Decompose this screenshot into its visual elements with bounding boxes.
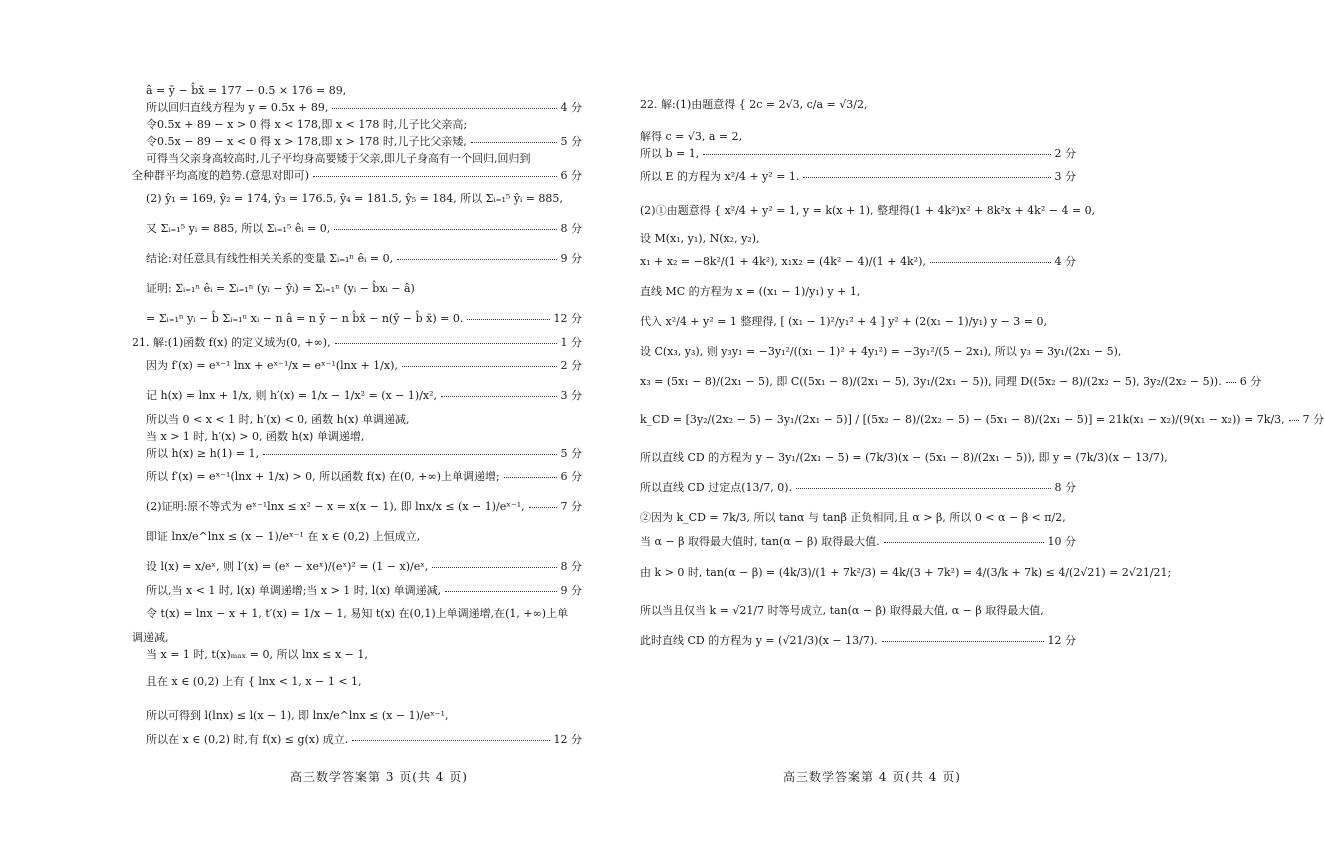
solution-line xyxy=(146,381,582,411)
dot-leader xyxy=(441,395,556,397)
score-mark: 6 分 xyxy=(560,470,582,483)
dot-leader xyxy=(882,640,1044,642)
solution-text: x₁ + x₂ = −8k²/(1 + 4k²), x₁x₂ = (4k² − 4)/(1 + 4k²), xyxy=(640,255,926,268)
solution-text: (2)证明:原不等式为 eˣ⁻¹lnx ≤ x² − x = x(x − 1), 即 lnx/x ≤ (x − 1)/eˣ⁻¹, xyxy=(146,500,525,513)
solution-line xyxy=(640,337,1122,367)
dot-leader xyxy=(397,258,556,260)
dot-leader xyxy=(352,739,549,741)
score-mark: 8 分 xyxy=(1054,481,1076,494)
solution-text: 又 Σᵢ₌₁⁵ yᵢ = 885, 所以 Σᵢ₌₁⁵ êᵢ = 0, xyxy=(146,222,331,235)
solution-line xyxy=(640,192,1096,230)
solution-text: 当 α − β 取得最大值时, tan(α − β) 取得最大值. xyxy=(640,535,880,548)
solution-line xyxy=(146,351,582,381)
solution-text: 所以 E 的方程为 x²/4 + y² = 1. xyxy=(640,170,800,183)
dot-leader xyxy=(432,566,556,568)
footer-right-page-number: 高三数学答案第 4 页(共 4 页) xyxy=(783,770,961,784)
solution-text: (2) ŷ₁ = 169, ŷ₂ = 174, ŷ₃ = 176.5, ŷ₄ = 181.5, ŷ₅ = 184, 所以 Σᵢ₌₁⁵ ŷᵢ = 885, xyxy=(146,192,563,205)
dot-leader xyxy=(335,342,557,344)
score-mark: 12 分 xyxy=(553,312,582,325)
solution-text: 所以在 x ∈ (0,2) 时,有 f(x) ≤ g(x) 成立. xyxy=(146,733,349,746)
score-mark: 4 分 xyxy=(1054,255,1076,268)
solution-text: = Σᵢ₌₁ⁿ yᵢ − b̂ Σᵢ₌₁ⁿ xᵢ − n â = n ȳ − n b̂x̄ − n(ȳ − b̂ x̄) = 0. xyxy=(146,312,464,325)
score-mark: 12 分 xyxy=(1047,634,1076,647)
solution-text: 解得 c = √3, a = 2, xyxy=(640,130,743,143)
score-mark: 7 分 xyxy=(1302,413,1324,426)
dot-leader xyxy=(1226,381,1236,383)
solution-line xyxy=(146,492,582,522)
dot-leader xyxy=(445,590,556,592)
dot-leader xyxy=(504,476,557,478)
solution-line xyxy=(146,99,582,116)
solution-text: 记 h(x) = lnx + 1/x, 则 h′(x) = 1/x − 1/x² = (x − 1)/x², xyxy=(146,389,438,402)
solution-line xyxy=(640,443,1168,473)
solution-text: 所以可得到 l(lnx) ≤ l(x − 1), 即 lnx/e^lnx ≤ (x − 1)/eˣ⁻¹, xyxy=(146,709,449,722)
solution-line xyxy=(640,247,1076,277)
solution-text: 可得当父亲身高较高时,儿子平均身高要矮于父亲,即儿子身高有一个回归,回归到 xyxy=(146,152,531,165)
solution-line xyxy=(146,731,582,748)
solution-line xyxy=(146,462,582,492)
solution-text: 证明: Σᵢ₌₁ⁿ êᵢ = Σᵢ₌₁ⁿ (yᵢ − ŷᵢ) = Σᵢ₌₁ⁿ (yᵢ − b̂xᵢ − â) xyxy=(146,282,415,295)
solution-line xyxy=(146,274,582,304)
solution-line xyxy=(640,277,1076,307)
solution-line xyxy=(640,626,1076,656)
solution-line xyxy=(146,304,582,334)
solution-text: ②因为 k_CD = 7k/3, 所以 tanα 与 tanβ 正负相同,且 α > β, 所以 0 < α − β < π/2, xyxy=(640,511,1066,524)
solution-line xyxy=(640,533,1076,550)
score-mark: 2 分 xyxy=(560,359,582,372)
solution-line xyxy=(132,167,582,184)
solution-line xyxy=(640,307,1076,337)
solution-text: 当 x = 1 时, t(x)ₘₐₓ = 0, 所以 lnx ≤ x − 1, xyxy=(146,648,368,661)
solution-text: 所以 f′(x) = eˣ⁻¹(lnx + 1/x) > 0, 所以函数 f(x) 在(0, +∞)上单调递增; xyxy=(146,470,500,483)
solution-text: 所以当且仅当 k = √21/7 时等号成立, tan(α − β) 取得最大值, α − β 取得最大值, xyxy=(640,604,1044,617)
solution-line xyxy=(146,701,582,731)
solution-line xyxy=(132,334,582,351)
solution-line xyxy=(640,230,1076,247)
solution-line xyxy=(146,522,582,552)
dot-leader xyxy=(467,318,549,320)
dot-leader xyxy=(529,506,557,508)
solution-line xyxy=(146,646,582,663)
solution-text: 设 C(x₃, y₃), 则 y₃y₁ = −3y₁²/((x₁ − 1)² + 4y₁²) = −3y₁²/(5 − 2x₁), 所以 y₃ = 3y₁/(2x₁ − 5), xyxy=(640,345,1122,358)
solution-line xyxy=(146,116,582,133)
solution-text: (2)①由题意得 { x²/4 + y² = 1, y = k(x + 1), 整理得(1 + 4k²)x² + 8k²x + 4k² − 4 = 0, xyxy=(640,204,1096,217)
solution-text: 直线 MC 的方程为 x = ((x₁ − 1)/y₁) y + 1, xyxy=(640,285,861,298)
solution-text: 当 x > 1 时, h′(x) > 0, 函数 h(x) 单调递增, xyxy=(146,430,365,443)
solution-text: â = ȳ − b̂x̄ = 177 − 0.5 × 176 = 89, xyxy=(146,84,347,97)
score-mark: 4 分 xyxy=(560,101,582,114)
score-mark: 5 分 xyxy=(560,135,582,148)
dot-leader xyxy=(796,487,1050,489)
dot-leader xyxy=(334,228,556,230)
solution-line xyxy=(146,411,582,428)
solution-text: 全种群平均高度的趋势.(意思对即可) xyxy=(132,169,310,182)
dot-leader xyxy=(402,365,557,367)
solution-line xyxy=(640,145,1076,162)
solution-text: 所以 h(x) ≥ h(1) = 1, xyxy=(146,447,259,460)
solution-text: 即证 lnx/e^lnx ≤ (x − 1)/eˣ⁻¹ 在 x ∈ (0,2) 上恒成立, xyxy=(146,530,421,543)
dot-leader xyxy=(313,175,556,177)
dot-leader xyxy=(884,541,1044,543)
solution-text: 设 M(x₁, y₁), N(x₂, y₂), xyxy=(640,232,760,245)
solution-text: 且在 x ∈ (0,2) 上有 { lnx < 1, x − 1 < 1, xyxy=(146,675,362,688)
dot-leader xyxy=(263,453,557,455)
score-mark: 9 分 xyxy=(560,252,582,265)
dot-leader xyxy=(332,107,556,109)
solution-line xyxy=(640,367,1262,397)
solution-text: 所以直线 CD 的方程为 y − 3y₁/(2x₁ − 5) = (7k/3)(x − (5x₁ − 8)/(2x₁ − 5)), 即 y = (7k/3)(x − 13/7), xyxy=(640,451,1168,464)
right-column xyxy=(640,82,1324,656)
score-mark: 10 分 xyxy=(1047,535,1076,548)
solution-text: 调递减, xyxy=(132,631,169,644)
score-mark: 12 分 xyxy=(553,733,582,746)
dot-leader xyxy=(930,261,1051,263)
footer-left-page-number: 高三数学答案第 3 页(共 4 页) xyxy=(290,770,468,784)
solution-text: k_CD = [3y₂/(2x₂ − 5) − 3y₁/(2x₁ − 5)] / [(5x₂ − 8)/(2x₂ − 5) − (5x₁ − 8)/(2x₁ − 5)] = 21k(x₁ − x₂)/(9(x₁ − x₂)) = 7k/3, xyxy=(640,413,1285,426)
solution-text: 设 l(x) = x/eˣ, 则 l′(x) = (eˣ − xeˣ)/(eˣ)² = (1 − x)/eˣ, xyxy=(146,560,429,573)
solution-text: x₃ = (5x₁ − 8)/(2x₁ − 5), 即 C((5x₁ − 8)/(2x₁ − 5), 3y₁/(2x₁ − 5)), 同理 D((5x₂ − 8)/(2x₂ − 5), 3y₂/(2x₂ − 5)). xyxy=(640,375,1222,388)
score-mark: 5 分 xyxy=(560,447,582,460)
solution-line xyxy=(132,629,582,646)
score-mark: 6 分 xyxy=(560,169,582,182)
solution-text: 令0.5x + 89 − x > 0 得 x < 178,即 x < 178 时,儿子比父亲高; xyxy=(146,118,468,131)
solution-line xyxy=(640,397,1324,443)
score-mark: 6 分 xyxy=(1239,375,1262,388)
score-mark: 3 分 xyxy=(1054,170,1076,183)
solution-text: 令 t(x) = lnx − x + 1, t′(x) = 1/x − 1, 易知 t(x) 在(0,1)上单调递增,在(1, +∞)上单 xyxy=(146,607,569,620)
solution-line xyxy=(146,552,582,582)
solution-text: 所以直线 CD 过定点(13/7, 0). xyxy=(640,481,793,494)
solution-line xyxy=(146,244,582,274)
solution-line xyxy=(640,503,1076,533)
score-mark: 2 分 xyxy=(1054,147,1076,160)
score-mark: 9 分 xyxy=(560,584,582,597)
solution-line xyxy=(146,445,582,462)
dot-leader xyxy=(803,176,1050,178)
solution-line xyxy=(146,599,582,629)
score-mark: 7 分 xyxy=(560,500,582,513)
dot-leader xyxy=(1289,419,1299,421)
solution-text: 所以 b = 1, xyxy=(640,147,700,160)
solution-text: 令0.5x − 89 − x < 0 得 x > 178,即 x > 178 时,儿子比父亲矮, xyxy=(146,135,467,148)
solution-line xyxy=(640,128,1076,145)
solution-line xyxy=(146,214,582,244)
solution-text: 21. 解:(1)函数 f(x) 的定义域为(0, +∞), xyxy=(132,336,331,349)
solution-line xyxy=(146,184,582,214)
score-mark: 3 分 xyxy=(560,389,582,402)
score-mark: 8 分 xyxy=(560,222,582,235)
left-column xyxy=(132,82,582,748)
solution-line xyxy=(146,133,582,150)
solution-line xyxy=(146,428,582,445)
dot-leader xyxy=(471,141,557,143)
solution-line xyxy=(640,82,1076,128)
solution-line xyxy=(146,82,582,99)
solution-text: 所以,当 x < 1 时, l(x) 单调递增;当 x > 1 时, l(x) 单调递减, xyxy=(146,584,442,597)
solution-line xyxy=(146,663,582,701)
dot-leader xyxy=(703,153,1050,155)
score-mark: 1 分 xyxy=(560,336,582,349)
solution-line xyxy=(640,473,1076,503)
solution-text: 结论:对任意具有线性相关关系的变量 Σᵢ₌₁ⁿ êᵢ = 0, xyxy=(146,252,394,265)
solution-text: 因为 f′(x) = eˣ⁻¹ lnx + eˣ⁻¹/x = eˣ⁻¹(lnx + 1/x), xyxy=(146,359,398,372)
solution-line xyxy=(640,596,1076,626)
score-mark: 8 分 xyxy=(560,560,582,573)
solution-text: 此时直线 CD 的方程为 y = (√21/3)(x − 13/7). xyxy=(640,634,878,647)
solution-line xyxy=(640,550,1172,596)
solution-text: 所以回归直线方程为 y = 0.5x + 89, xyxy=(146,101,329,114)
solution-text: 所以当 0 < x < 1 时, h′(x) < 0, 函数 h(x) 单调递减, xyxy=(146,413,410,426)
solution-line xyxy=(146,582,582,599)
solution-text: 22. 解:(1)由题意得 { 2c = 2√3, c/a = √3/2, xyxy=(640,98,868,111)
solution-text: 代入 x²/4 + y² = 1 整理得, [ (x₁ − 1)²/y₁² + 4 ] y² + (2(x₁ − 1)/y₁) y − 3 = 0, xyxy=(640,315,1047,328)
solution-line xyxy=(146,150,582,167)
solution-text: 由 k > 0 时, tan(α − β) = (4k/3)/(1 + 7k²/3) = 4k/(3 + 7k²) = 4/(3/k + 7k) ≤ 4/(2√21) = 2√21/21; xyxy=(640,566,1172,579)
solution-line xyxy=(640,162,1076,192)
